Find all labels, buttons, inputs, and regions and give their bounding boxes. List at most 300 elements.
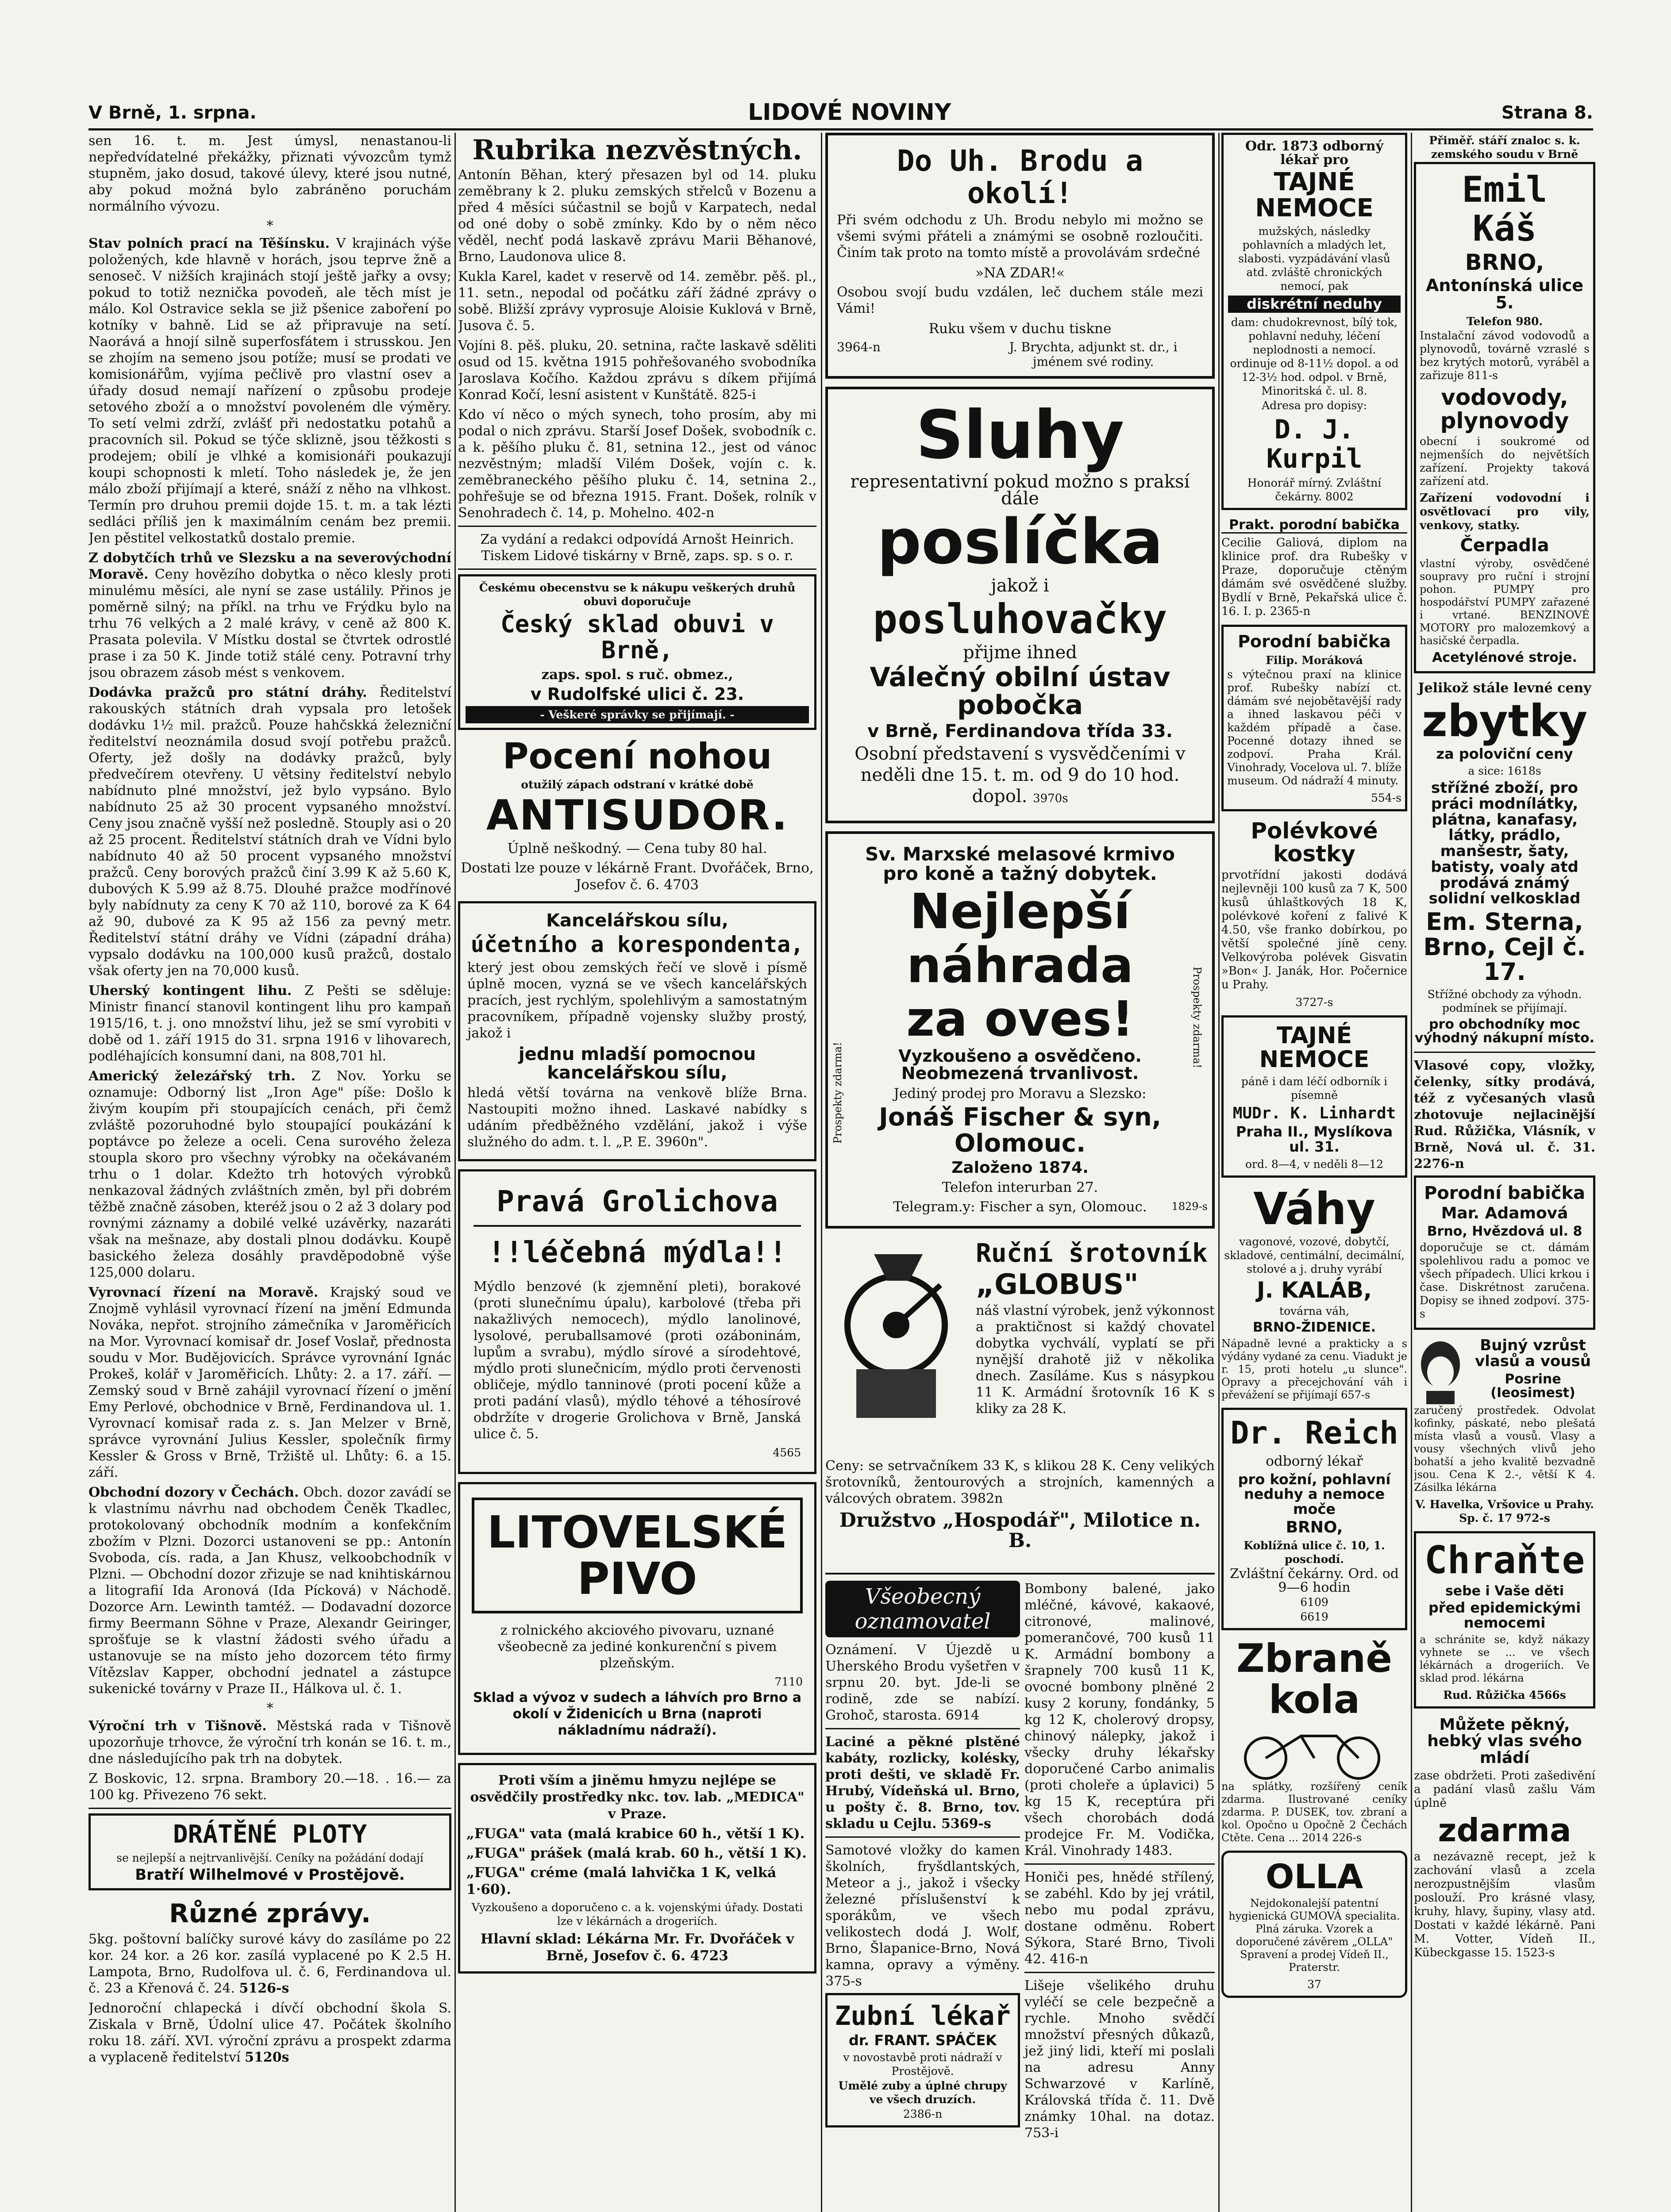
ad-title: Bujný vzrůst vlasů a vousů — [1475, 1336, 1591, 1370]
ad-number: 3964-n — [837, 340, 881, 355]
ad-ruku: Ruku všem v duchu tiskne — [928, 321, 1112, 337]
divider — [89, 1808, 451, 1809]
ad-note: Umělé zuby a úplné chrupy ve všech druzích. — [838, 2079, 1007, 2106]
ad-name: J. KALÁB, — [1256, 1277, 1372, 1303]
separator-star: * — [266, 1701, 273, 1716]
ad-claim: Vyzkoušeno a osvědčeno. Neobmezená trvanlivost. — [898, 1046, 1142, 1083]
ad-number: 2386-n — [903, 2108, 943, 2121]
ad-body: který jest obou zemských řečí ve slově i písmě úplně mocen, vyzná se ve všech kancelářských pracích, jest rychlým, spolehlivým a samostatným pracovníkem, případně vojensky služby prostý, jakož i — [467, 960, 807, 1041]
ad-number: 37 — [1307, 1978, 1321, 1991]
ad-number: 4566s — [1529, 1688, 1566, 1701]
article-title: Výroční trh v Tišnově. — [89, 1718, 267, 1734]
classified — [825, 1642, 1020, 1724]
ad-name: D. J. Kurpil — [1266, 414, 1363, 475]
ad-where — [458, 860, 816, 893]
article-text: Ceny hovězího dobytka o něco klesly proti minulému měsíci, ale nyní se zase ustálily. Přinos je poměrně silný; na příkl. na trhu ve Frýdku bylo na trhu 76 velkých a 2 malé krávy, v ceně až 800 K. Prasata polevila. V Místku dostal se čtvrtek odrostlé prase i za 50 K. Jinde totiž stálé ceny. Potravní trhy jsou obrazem zásob mést s venkovem. — [89, 567, 451, 680]
ad-sub: otužilý zápach odstraní v krátké době — [521, 778, 754, 791]
ad-name: Posrine (Ieosimest) — [1490, 1371, 1575, 1401]
ad-top: Jelikož stále levné ceny — [1418, 680, 1591, 696]
ad-number: 6109 — [1300, 1596, 1328, 1609]
column-4 — [1221, 133, 1407, 2212]
ad-title: zbytky — [1421, 695, 1588, 747]
section-rubrika-nezvestnych: Rubrika nezvěstných. — [472, 134, 802, 166]
ad-top: Kancelářskou sílu, — [546, 910, 728, 931]
classified-text: Samotové vložky do kamen školních, fryšdlantských, Meteor a j., jakož i všecky železné příslušenství k sporákům, ve všech velikostech dodá J. Wolf, Brno, Šlapanice-Brno, Nová kamna, opravy a výměny. — [825, 1842, 1020, 1973]
ad-tel: Telefon 980. — [1466, 315, 1543, 328]
ad-olla — [1221, 1851, 1407, 1998]
ad-body: zaručený prostředek. Odvolat kofinky, páskaté, nebo plešatá místa vlasů a vousů. Vlasy a vousy všechných vlivů jeho bohatší a jeho kvalitě bezvadně jsou. Cena K 2.-, větší K 4. Zásilka lékárna — [1414, 1404, 1595, 1494]
masthead: LIDOVÉ NOVINY — [748, 99, 951, 126]
ad-sub: továrna váh, — [1279, 1305, 1350, 1318]
ad-bujny-vzrust — [1414, 1338, 1595, 1525]
ad-nazdar: »NA ZDAR!« — [975, 265, 1065, 281]
page-number: Strana 8. — [1501, 103, 1593, 123]
ad-small: Přiměř. stáří znaloc s. k. zemského soudu v Brně — [1429, 134, 1580, 161]
ad-city: Brno, Hvězdová ul. 8 — [1427, 1223, 1582, 1239]
ad-sluhy-poslicka — [825, 387, 1215, 823]
article-text: Obch. dozor zavádí se k vlastnímu návrhu nad obchodem Čeněk Tkadlec, protokolovaný obchodník modním a konfekčním zbožím v Plzni. Dozorci ustanoveni se pp.: Antonín Svoboda, cís. rada, a Jan Khusz, velkoobchodník v Plzni. — Obchodní dozor zřizuje se nad knihtiskárnou a litografií Ida Aronová (Ida Pícková) v Náchodě. Dozorce Arn. Lewinth tamtéž. — Dodavadní dozorce firmy Beermann Söhne v Praze, Alexandr Geiringer, sprošťuje se k vlastní žádosti svého úřadu a ustanovuje se na místo jeho dozorcem této firmy Vítězslav Kapper, obchodní jednatel a zástupce sukenické továrny v Praze II., Hálkova ul. č. 1. — [89, 1485, 451, 1697]
ad-porodni-babicka-galiova — [1221, 518, 1407, 618]
ad-body: pro kožní, pohlavní neduhy a nemoce moče — [1238, 1471, 1391, 1517]
ad-item: „FUGA" créme (malá lahvička 1 K, velká 1·60). — [466, 1864, 777, 1897]
ad-body — [1221, 1780, 1407, 1844]
ad-number: 4723 — [690, 1947, 728, 1964]
classified — [825, 1842, 1020, 1989]
ad-number: 972-s — [1516, 1512, 1550, 1525]
ad-text-body: a sice: — [1468, 764, 1504, 778]
ad-body: náš vlastní výrobek, jenž výkonnost a praktičnost si každý chovatel dobytka vychválí, vyplatí se při nynější drahotě již v několika dnech. Zasíláme. Kus s násypkou 11 K. Armádní šrotovník 16 K s kliky za 28 K. — [976, 1302, 1215, 1417]
ad-wait: Zvláštní čekárny. Ord. od 9—6 hodin — [1230, 1566, 1399, 1596]
article-title: Americký železářský trh. — [89, 1068, 296, 1084]
article-text: Ředitelství rakouských státních drah vypsala pro letošek dodávku 1½ mil. pražců. Pouze hahčskká železniční ředitelství neoznámila dosud svojí potřebu pražců. Oferty, jež došly na dodávky pražců, byly předvečírem otevřeny. U větsiny ředitelství nebylo nabídnuto plné množství, jež bylo vypsáno. Bylo nabídnuto 25 až 30 procent vypsaného množství. Ceny jsou značně vyšší než posledně. Stouply asi o 20 až 25 procent. Ředitelství státních drah ve Vídni bylo nabídnuto 40 až 50 procent vypsaného množství pražců. Ceny borových pražců činí 3.99 K až 5.60 K, dubových K 5.99 až 8.75. Dlouhé pražce modřínové byly nabídnuty za ceny K 70 až 110, borové za K 64 až 90, dubové za K 95 až 156 za pevný metr. Ředitelství státní dráhy ve Vídni (západní dráha) vypsalo dodávku na 100,000 kusů pražců, dostalo však oferty jen na 70,000 kusů. — [89, 685, 451, 979]
ad-body-text: Vlasové copy, vložky, čelenky, sítky prodává, též z vyčesaných vlasů zhotovuje nejlacinější Rud. Růžička, Vlásník, v Brně, Nová ul. č. 31. — [1414, 1057, 1595, 1155]
ad-sub: zaps. spol. s ruč. obmez., — [541, 666, 733, 683]
ad-number: 4565 — [773, 1446, 801, 1459]
ad-acet: Acetylénové stroje. — [1432, 650, 1577, 666]
ad-title: poslíčka — [877, 506, 1163, 578]
ad-text — [836, 743, 1204, 809]
ad-sub2: před epidemickými nemocemi — [1428, 1599, 1581, 1631]
ad-zubni-lekar — [825, 1993, 1020, 2128]
article-title: Dodávka pražců pro státní dráhy. — [89, 685, 367, 700]
classified — [1024, 1869, 1215, 1967]
ad-number: 2365-n — [1270, 604, 1311, 618]
ad-text: se nejlepší a nejtrvanlivější. Ceníky na požádání dodají — [116, 1851, 424, 1864]
ad-telegram: Telegram.y: Fischer a syn, Olomouc. — [893, 1198, 1147, 1215]
article-text: Z Pešti se sděluje: Ministr financí stanovil kontingent lihu pro kampaň 1915/16, t. j. ono množství lihu, jež se smí vyrobiti v době od 1. září 1915 do 31. srpna 1916 v lihovarech, podléhajících konsumní dani, na 808,701 hl. — [89, 983, 451, 1064]
ad-price-block — [825, 1458, 1215, 1554]
missing-person — [458, 407, 816, 521]
ad-title: Polévkové kostky — [1251, 818, 1378, 867]
ad-mid: Vyzkoušeno a doporučeno c. a k. vojenskými úřady. Dostati lze v lékárnách a drogeriích. — [471, 1901, 803, 1928]
ad-number: 3727-s — [1295, 995, 1333, 1009]
ad-body: dam: chudokrevnost, bílý tok, pohlavní neduhy, léčení neplodnosti a nemocí. ordinuje od 8-11½ dopol. a od 12-3½ hod. odpol. v Brně, Minoritská č. ul. 8. — [1230, 316, 1399, 398]
ad-vlasy-zdarma — [1414, 1717, 1595, 1960]
article-trhy — [89, 550, 451, 681]
ad-body-text: Cecilie Galiová, diplom na klinice prof. dra Rubešky v Praze, doporučuje ctěným dámám své osvědčené služby. Bydlí v Brně, Pekařská ulice č. 16. I. p. — [1221, 536, 1407, 618]
article-intro: sen 16. t. m. Jest úmysl, nenastanou-li nepředvídatelné překážky, přiznati vývozcům tymž stupněm, jako dosud, takové úlevy, které jsou nutné, aby pokud možná bylo zabráněno poruchám normálního vývozu. — [89, 133, 451, 214]
ad-item: „FUGA" vata (malá krabice 60 h., větší 1 K). — [466, 1825, 805, 1842]
ad-number: 811-s — [1467, 369, 1498, 382]
ad-body: z rolnického akciového pivovaru, uznané všeobecně za jediné konkurenční s pivem plzeňským. — [497, 1622, 777, 1671]
divider — [1024, 1863, 1215, 1865]
ad-number: 7110 — [774, 1675, 803, 1688]
ad-body-text: Nápadně levné a prakticky a s výdány vydané za cenu. Viadukt je r. 15, proti hotelu „u slunce". Opravy a přecejchování váh i převážení se přijímají — [1221, 1337, 1407, 1401]
ad-text: jakož i — [991, 575, 1049, 596]
ad-name-text: Rud. Růžička — [1443, 1688, 1525, 1701]
ad-top: Sv. Marxské melasové krmivo pro koně a tažný dobytek. — [865, 843, 1175, 884]
ad-signature: J. Brychta, adjunkt st. dr., i jménem své rodiny. — [1009, 340, 1178, 369]
ad-title: Pocení nohou — [502, 735, 772, 777]
divider — [1024, 1972, 1215, 1973]
ad-firm: Válečný obilní ústav pobočka — [870, 661, 1170, 721]
ad-mid: jednu mladší pomocnou kancelářskou sílu, — [518, 1044, 756, 1083]
classified-text: Lišeje všelikého druhu vyléčí se cele bezpečně a rychle. Mnoho svědčí množství přesných důkazů, jež jiný lidi, kteří mi poslali na adresu Anny Schwarzové v Karlíně, Královská třída č. 11. Dvě známky 10hal. na dotaz. — [1024, 1978, 1215, 2124]
ad-title: TAJNÉ NEMOCE — [1255, 168, 1374, 223]
missing-text: Vojíni 8. pěš. pluku, 20. setnina, račte laskavě sděliti osud od 15. května 1915 pohřešovaného svobodníka Jaroslava Kočího. Každou zprávu s díkem přijímá Konrad Kočí, lesní asistent v Kunštátě. — [458, 338, 816, 403]
column-3 — [825, 133, 1215, 2212]
ad-foot: Sklad a vývoz v sudech a láhvích pro Brno a okolí v Židenicích u Brna (naproti nákladnímu nádraží). — [473, 1690, 802, 1738]
ad-sub: za poloviční ceny — [1436, 745, 1573, 762]
ad-foot: hledá větší továrna na venkově blíže Brna. Nastoupiti možno ihned. Laskavé nabídky s udáním předběžného vzdělání, jakož i výše služného do adm. t. l. „P. E. 3960n". — [467, 1085, 807, 1150]
ad-firm: Jonáš Fischer & syn, Olomouc. — [878, 1103, 1162, 1158]
divider — [458, 526, 816, 527]
classified — [89, 2000, 451, 2066]
classified-number: 416-n — [1050, 1951, 1088, 1967]
classified-text: 5kg. poštovní balíčky surové kávy do zasíláme po 22 kor. 24 kor. a 26 kor. zasílá vyplacené po K 2.5 H. Lampota, Brno, Rudolfova ul. č. 6, Ferdinandova ul. č. 23 a Křenová č. 24. — [89, 1932, 451, 1997]
ad-body2: Osobou svojí budu vzdálen, leč duchem stále mezi Vámi! — [837, 284, 1203, 317]
ad-title: Zubní lékař — [835, 2000, 1011, 2032]
ad-body — [1420, 1241, 1590, 1321]
ad-top: Odr. 1873 odborný lékař pro — [1245, 138, 1383, 168]
ad-title: Do Uh. Brodu a okolí! — [897, 144, 1144, 210]
article-tisnov — [89, 1718, 451, 1767]
ad-title: Ruční šrotovník — [976, 1237, 1208, 1268]
ad-number: 2014 — [1301, 1831, 1329, 1844]
ad-number: 1523-s — [1516, 1946, 1555, 1959]
ad-text-body: Osobní představení s vysvědčeními v neděli dne 15. t. m. od 9 do 10 hod. dopol. — [855, 743, 1186, 806]
ad-body — [1221, 1337, 1407, 1402]
classified-number: 5120s — [245, 2050, 289, 2066]
article-title: Vyrovnací řízení na Moravě. — [89, 1285, 319, 1300]
ad-number: 8002 — [1325, 490, 1354, 503]
article-title: Stav polních prací na Těšínsku. — [89, 236, 330, 251]
ad-title: Porodní babička — [1424, 1183, 1586, 1203]
missing-text: Kdo ví něco o mých synech, toho prosím, aby mi podal o nich zprávu. Starší Josef Došek, svobodník c. a k. pěšího pluku č. 81, setnina 12., jest od vánoc nezvěstným; mladší Vilém Došek, vojín c. k. zeměbraneckého pěšího pluku č. 14, setnina 2., pohřešuje se od března 1915. Frant. Došek, rolník v Senohradech č. 14, p. Mohelno. — [458, 407, 816, 521]
ad-sub: v novostavbě proti nádraží v Prostějově. — [843, 2051, 1002, 2078]
ad-firm: Bratří Wilhelmové v Prostějově. — [135, 1866, 405, 1884]
ad-name2 — [1414, 1498, 1595, 1525]
ad-number: 3970s — [1033, 791, 1068, 805]
classified-text: Laciné a pěkné plstěné kabáty, rozlicky, kolésky, proti dešti, ve skladě Fr. Hrubý, Vídeňská ul. Brno, u pošty č. 8. Brno, tov. skladu u Cejlu. — [825, 1734, 1020, 1832]
ad-body: Při svém odchodu z Uh. Brodu nebylo mi možno se všemi svými přáteli a známými se osobně rozloučiti. Činím tak proto na tomto místě a provolávám srdečné — [837, 212, 1203, 261]
ad-address: Antonínská ulice 5. — [1425, 275, 1584, 313]
missing-person — [458, 338, 816, 403]
ad-product: ANTISUDOR. — [486, 791, 789, 840]
ad-emil-kas — [1414, 162, 1595, 673]
article-vyrovnani — [89, 1284, 451, 1481]
ad-number: 554-s — [1371, 791, 1401, 804]
ad-litovelske-pivo — [458, 1482, 816, 1755]
missing-number: 402-n — [676, 505, 715, 521]
ad-dr-reich — [1221, 1408, 1407, 1631]
ad-name — [1420, 1688, 1590, 1702]
article-text: V krajinách výše položených, kde hlavně v horách, jsou teprve žně a senoseč. V nižších krajinách stojí ještě jařky a ovsy; pokud to totiž neznička povodeň, ale těch míst je málo. Kol Ostravice sekla se již pšenice zaboření po kotníky v bahně. Lid se až připravuje na setí. Naorává a hnojí silně superfosfátem i strusskou. Jen se zhojím na semeno jsou potíže; musí se prodati ve komisionářům, vyjíma pečlivě pro vlastní osev a úřady dosud nemají nařízení o způsobu prodeje setového zboží a o množství povoleném dle výměry. To setí velmi zdrží, zvlášť při nedostatku potahů a pracovních sil. Pokud se týče sklizně, jsou těžkosti s prodejem; obilí je vlhké a komisionáři poukazují koupi schopnosti k mletí. Toho následek je, že jen málo zboží přijímají a které, snáží z něho na vlhkost. Termín pro druhou premii dojde 15. t. m. a tak lézti sedláci příliš jen k maximálním cenám bez premii. Jen pěstitel velkostatků dostalo premie. — [89, 236, 451, 546]
ad-name: dr. FRANT. SPÁČEK — [848, 2032, 997, 2049]
ad-number: 657-s — [1341, 1388, 1371, 1401]
ad-porodni-babicka-morakova — [1221, 625, 1407, 811]
ad-address: Praha II., Myslíkova ul. 31. — [1236, 1123, 1393, 1155]
ad-foot-text: Honorář mírný. Zvláštní čekárny. — [1247, 476, 1382, 503]
ad-number: 226-s — [1332, 1831, 1362, 1844]
ad-body: vagonové, vozové, dobytčí, skladové, centimální, decimální, stolové a j. druhy vyrábí — [1224, 1235, 1405, 1275]
article-lih — [89, 983, 451, 1064]
ad-body: střížné zboží, pro práci modnílátky, plátna, kanafasy, látky, prádlo, manšestr, šaty, batisty, voaly atd prodává známý solidní velkosklad — [1428, 779, 1581, 908]
ad-title: Porodní babička — [1238, 631, 1391, 651]
ad-text: přijme ihned — [963, 642, 1077, 663]
ad-title: Zbraně kola — [1236, 1636, 1392, 1722]
divider — [825, 1836, 1020, 1838]
classified — [89, 1931, 451, 1997]
ad-address: BRNO-ŽIDENICE. — [1252, 1320, 1376, 1336]
header-date: V Brně, 1. srpna. — [89, 103, 257, 123]
article-title: Obchodní dozory v Čechách. — [89, 1485, 299, 1500]
ad-name2-text: V. Havelka, Vršovice u Prahy. Sp. č. 17 — [1415, 1498, 1594, 1525]
ad-pump: Čerpadla — [1460, 535, 1549, 556]
article-text: Krajský soud ve Znojmě vyhlásil vyrovnací řízení na jmění Edmunda Nováka, nepřot. strojního zámečníka v Jaroměřicích na Mor. Vyrovnací komisař dr. Josef Voslař, přednosta soudu v Mor. Budějovicích. Správce vyrovnání Ignác Prokeš, kolář v Jaroměřicích. Lhůty: 2. a 17. září. — Zemský soud v Brně zahájil vyrovnací řízení o jmění Emy Perlové, obchodnice v Brně, Ferdinandova ul. 1. Vyrovnací komisař rada z. s. Jan Melzer v Brně, správce vyrovnání Julius Kessler, společník firmy Kessler & Gross v Brně, Tržiště ul. Lhůty: 6. a 15. září. — [89, 1285, 451, 1480]
column-5 — [1414, 133, 1595, 2212]
ad-number: 3982n — [960, 1490, 1003, 1506]
face-illustration — [1414, 1338, 1467, 1404]
ad-address: v Rudolfské ulici č. 23. — [530, 684, 744, 704]
ad-title: účetního a korespondenta, — [470, 932, 804, 958]
ad-body — [1414, 1850, 1595, 1960]
ad-firm: Družstvo „Hospodář", Milotice n. B. — [839, 1509, 1201, 1552]
divider — [1414, 1052, 1595, 1053]
ad-drateny-ploty — [89, 1813, 451, 1890]
column-1 — [89, 133, 451, 2212]
missing-person: Antonín Běhan, který přesazen byl od 14. pluku zeměbrany k 2. pluku zemských střelců v Bozenu a před 4 měsíci súčastnil se bojů v Karpatech, nedal od oné doby o sobě zmínky. Kdo by o něm něco věděl, nechť podá laskavě zprávu Marii Běhanové, Brno, Laudonova ulice 8. — [458, 167, 816, 265]
ad-foot — [1228, 476, 1401, 503]
ad-name: Filip. Moráková — [1266, 653, 1363, 667]
column-rule — [821, 133, 822, 2212]
ad-body — [1221, 536, 1407, 618]
ad-tel: Telefon interurban 27. — [942, 1179, 1098, 1195]
ad-title: Český sklad obuvi v Brně, — [501, 610, 774, 664]
ad-chrante — [1414, 1531, 1595, 1708]
ad-number: 1618s — [1507, 764, 1541, 778]
ad-big: zdarma — [1438, 1811, 1571, 1849]
missing-number: 825-i — [722, 387, 756, 403]
article-title: Z dobytčích trhů ve Slezsku a na severovýchodní Moravě. — [89, 550, 451, 582]
classifieds-right — [1024, 1581, 1215, 2145]
classified-number: 5369-s — [941, 1816, 991, 1832]
column-rule — [1411, 133, 1412, 2212]
ad-title: za oves! — [906, 991, 1134, 1048]
ad-tajne-nemoce-kurpil — [1221, 133, 1407, 510]
ad-signature-row — [837, 340, 1203, 369]
ad-body-text: a nezávazně recept, jež k zachování vlasů a zcela nerozpustnějším vlasům poslouží. Pro krásné vlasy, kruhy, hlavy, šupiny, vlasy atd. Dostati v každé lékárně. Pani M. Votter, Vídeň II., Kübeckgasse 15. — [1414, 1850, 1595, 1959]
ad-title: Chraňte — [1424, 1538, 1585, 1583]
classified — [825, 1734, 1020, 1832]
ad-top: Českému obecenstvu se k nákupu veškerých druhů obuvi doporučuje — [479, 581, 796, 608]
classifieds-block — [825, 1581, 1215, 2145]
ad-number: 1829-s — [1171, 1200, 1208, 1213]
ad-vlasove-copy — [1414, 1057, 1595, 1172]
article-tesinsko — [89, 235, 451, 546]
article-zelezo — [89, 1068, 451, 1281]
ad-price-text: Ceny: se setrvačníkem 33 K, s klikou 28 K. Ceny velikých šrotovníků, žentourových a strojních, kamenných a válcových obratem. — [825, 1458, 1215, 1506]
ad-number: 375-s — [1420, 1294, 1590, 1321]
divider — [458, 568, 816, 570]
bicycle-illustration — [1226, 1723, 1403, 1780]
ad-adr: Adresa pro dopisy: — [1262, 399, 1367, 412]
ad-text: Jediný prodej pro Moravu a Slezsko: — [893, 1086, 1147, 1102]
article-title: Uherský kontingent lihu. — [89, 983, 292, 998]
ad-sub: !!léčebná mýdla!! — [488, 1235, 787, 1270]
ad-body: páně i dam léčí odborník i písemně — [1241, 1075, 1388, 1102]
ad-grolichova-mydla — [458, 1169, 816, 1474]
ad-sub: odborný lékař — [1266, 1453, 1363, 1469]
ad-title: DRÁTĚNÉ PLOTY — [173, 1820, 367, 1849]
ad-item: „FUGA" prášek (malá krab. 60 h., větší 1 K). — [466, 1845, 807, 1861]
ad-founded: Založeno 1874. — [951, 1158, 1089, 1177]
article-prazce — [89, 684, 451, 979]
ad-title: LITOVELSKÉ PIVO — [472, 1498, 803, 1613]
ad-rucni-srotovnik-globus — [825, 1237, 1215, 1575]
ad-text: representativní pokud možno s praksí dále — [850, 471, 1190, 509]
ad-name: MUDr. K. Linhardt — [1232, 1104, 1396, 1122]
ad-body: prvotřídní jakosti dodává nejlevněji 100 kusů za 7 K, 500 kusů úhlaštkových 18 K, polévkové koření z falivé K 4.50, vše franko dobírkou, po větší společné jíně ceny. Velkovýroba polévek Gisvatin »Bon« J. Janák, Hor. Počernice u Prahy. — [1221, 868, 1407, 991]
ad-city: BRNO, — [1286, 1518, 1343, 1537]
grinder-illustration — [830, 1245, 971, 1431]
ad-porodni-babicka-adamova — [1414, 1175, 1595, 1330]
ad-number: 4703 — [664, 877, 699, 893]
ad-body: a schránite se, když nákazy vyhnete se ... ve všech lékárnách a drogeriích. Ve sklad prod. lékárna — [1420, 1633, 1590, 1684]
ad-body-text: na splátky, rozšířený ceník zdarma. Ilustrované ceníky zdarma. P. DUSEK, tov. zbraní a kol. Opočno u Opočně 2 Čechách Ctěte. Cena ... — [1221, 1780, 1407, 1844]
ad-product: „GLOBUS" — [976, 1268, 1139, 1301]
ad-foot: pro obchodníky moc výhodný nákupní místo. — [1414, 1016, 1595, 1046]
ad-body: Zařízení vodovodní i osvětlovací pro vily, venkovy, statky. — [1420, 492, 1590, 533]
ad-body-text: doporučuje se ct. dámám spolehlivou radu a pomoc ve všech případech. Ulici krkou i čase. Diskrétnost zaručena. Dopisy se ihned zodpoví. — [1420, 1241, 1590, 1307]
classified-text: Honiči pes, hnědé střílený, se zabéhl. Kdo by jej vrátil, nebo mu podal zprávu, dostane odměnu. Robert Sýkora, Staré Brno, Tivoli 42. — [1024, 1869, 1215, 1967]
article-boskovice: Z Boskovic, 12. srpna. Brambory 20.—18. . 16.— za 100 kg. Přivezeno 76 sekt. — [89, 1771, 451, 1803]
ad-title: TAJNÉ NEMOCE — [1259, 1022, 1370, 1073]
ad-big: vodovody, plynovody — [1440, 384, 1569, 434]
ad-text-block — [976, 1237, 1215, 1421]
article-text: Městská rada v Tišnově upozorňuje trhovce, že výroční trh konán se 16. t. m., dne následujícího pak trh na dobytek. — [89, 1718, 451, 1767]
ad-title: Nejlepší — [909, 883, 1131, 940]
ad-name: Mar. Adamová — [1441, 1204, 1568, 1222]
section-ruzne-zpravy: Různé zprávy. — [169, 1898, 371, 1929]
ad-top: Proti vším a jiněmu hmyzu nejlépe se osvědčily prostředky nkc. tov. lab. „MEDICA" v Praze. — [470, 1772, 805, 1822]
article-text: Z Nov. Yorku se oznamuje: Odborný list „Iron Age" píše: Došlo k živým koupím při stoupajících cenách, při čemž zvláště pozoruhodné bylo stoupající poukázání k poptávce po železe a oceli. Cena surového železa stoupla skoro pro všechny výrobky na očekávaném trhu o 1 dolar. Kdežto trh hotových výrobků nenkazoval žádných zvláštních změn, byl při dobrém těžbě značně zásoben, kteréž jsou o 2 až 3 dolary pod rovnými záznamy a dobilé velké uzávěrky, nazaráti však na mešnaze, aby dostali plnou dodávku. Koupě basického železa dosáhly pravděpodobně výše 125,000 dolaru. — [89, 1068, 451, 1280]
ad-title: Pravá Grolichova — [474, 1186, 801, 1227]
ad-nejlepsi-nahrada-za-oves — [825, 831, 1215, 1229]
divider — [825, 1728, 1020, 1729]
ad-body: zase obdržeti. Proti zašedivění a padání vlasů zašlu Vám úplně — [1414, 1769, 1595, 1810]
ad-body: Střížné obchody za výhodn. podmínek se přijímají. — [1427, 987, 1582, 1014]
ad-title: posluhovačky — [873, 595, 1167, 643]
ad-body: vlastní výroby, osvědčené soupravy pro ruční i strojní pohon. PUMPY pro hospodářství PUMPY zařazené i vrtané. BENZINOVÉ MOTORY pro malozemkový a hasičské čerpadla. — [1420, 557, 1590, 647]
ad-firm: Em. Sterna, Brno, Cejl č. 17. — [1423, 907, 1586, 986]
ad-hours: ord. 8—4, v neděli 8—12 — [1245, 1157, 1384, 1171]
ad-tajne-nemoce-linhardt — [1221, 1015, 1407, 1178]
ad-body: Nejdokonalejší patentní hygienická GUMOVÁ specialita. Plná záruka. Vzorek a doporučené závěrem „OLLA" Spravení a prodej Vídeň II., Praterstr. — [1228, 1897, 1400, 1974]
classified-text: Jednoroční chlapecká i dívčí obchodní škola S. Ziskala v Brně, Údolní ulice 47. Počátek školního roku 18. září. XVI. výroční zprávu a prospekt zdarma a vyplaceně ředitelství — [89, 2001, 451, 2066]
ad-title: náhrada — [906, 937, 1134, 994]
article-dozory — [89, 1484, 451, 1697]
ad-title: Dr. Reich — [1230, 1414, 1398, 1451]
ad-price — [825, 1458, 1215, 1507]
page-header — [89, 97, 1593, 131]
ad-cesky-sklad-obuvi — [458, 574, 816, 730]
ad-title: Prakt. porodní babička — [1221, 518, 1407, 534]
ad-where-text: Dostati lze pouze v lékárně Frant. Dvořáček, Brno, Josefov č. 6. — [461, 860, 814, 893]
ad-body: mužských, následky pohlavních a mladých let, slabosti. vyzpádávání vlasů atd. zvláště chronických nemocí, pak — [1238, 224, 1390, 292]
ad-zbrane-kola — [1221, 1638, 1407, 1844]
ad-polevkove-kostky — [1221, 819, 1407, 1009]
classifieds-left — [825, 1581, 1020, 2145]
ad-kancelarska-sila — [458, 901, 816, 1161]
classified — [1024, 1978, 1215, 2141]
ad-price: Úplně neškodný. — Cena tuby 80 hal. — [507, 841, 767, 857]
classified: Bombony balené, jako mléčné, kávové, kakaové, citronové, malinové, pomerančové, 700 kusů 11 K. Armádní bombony a šrapnely 700 kusů 11 K, ovocné bombony plněné 2 kusy 2 koruny, fondánky, 5 kg 12 K, cholerový dropsy, chinový nálepky, jakož i všecky druhy lékařsky doporučené Carbo animalis (proti choleře a úplavici) 5 kg 15 K, receptúra při všech chorobách dodá prodejce Fr. M. Vodička, Král. Vinohrady 1483. — [1024, 1581, 1215, 1859]
ad-side-text: Prospekty zdarma! — [1191, 966, 1204, 1068]
ad-note: - Veškeré správky se přijímají. - — [466, 706, 809, 723]
ad-fuga — [458, 1763, 816, 1974]
ad-address: v Brně, Ferdinandova třída 33. — [867, 721, 1173, 741]
ad-body-text: Instalační závod vodovodů a plynovodů, továrně vzraslé s bez krytých motorů, vyráběl a zařizuje — [1420, 329, 1590, 382]
ad-sub: sebe i Vaše děti — [1445, 1583, 1564, 1599]
ad-number: 6619 — [1300, 1610, 1328, 1624]
ad-body — [1420, 329, 1590, 382]
ad-vahy-kalab — [1221, 1183, 1407, 1402]
ad-uh-brod — [825, 133, 1215, 379]
ad-body: Mýdlo benzové (k zjemnění pleti), borakové (proti slunečnímu úpalu), karbolové (třeba při nakažlivých nemocech), mýdlo lanolinové, lysolové, peruballsamové (proti ozáboninám, lupům a svrabu), mýdlo sírové a sírodehtové, mýdlo proti slunečnicím, mýdlo proti červenosti obličeje, mýdlo tanninové (proti pocení kůže a proti padání vlasů), mýdlo téhové a téhosírové obdržíte v drogerie Grolichova v Brně, Janská ulice č. 5. — [474, 1279, 801, 1442]
classified-number: 5126-s — [239, 1981, 289, 1997]
column-2 — [458, 133, 816, 2212]
classified-number: 6914 — [945, 1707, 980, 1723]
ad-foot-text: Hlavní sklad: Lékárna Mr. Fr. Dvořáček v Brně, Josefov č. 6. — [480, 1931, 794, 1964]
ad-title: Váhy — [1253, 1183, 1375, 1235]
ad-top: Můžete pěkný, hebký vlas svého mládí — [1427, 1715, 1582, 1767]
section-vseobecny-oznamovatel: Všeobecný oznamovatel — [825, 1581, 1020, 1637]
column-rule — [1218, 133, 1220, 2212]
ad-side-text: Prospekty zdarma! — [832, 1042, 844, 1144]
ad-title: Sluhy — [916, 397, 1124, 474]
ad-city: BRNO, — [1465, 250, 1544, 275]
ad-antisudor — [458, 735, 816, 894]
classified-number: 753-i — [1024, 2125, 1059, 2141]
ad-address: Koblížná ulice č. 10, 1. poschodí. — [1244, 1539, 1385, 1566]
missing-person: Kukla Karel, kadet v reservě od 14. zeměbr. pěš. pl., 11. setn., nepodal od počátku září žádné zprávy o sobě. Bližší zprávy vyprosuje Aloisie Kuklová v Brně, Jusova č. 5. — [458, 269, 816, 334]
ad-title: OLLA — [1265, 1856, 1363, 1896]
impressum: Za vydání a redakci odpovídá Arnošt Heinrich. Tiskem Lidové tiskárny v Brně, zaps. sp. s o. r. — [480, 532, 794, 564]
ad-foot — [466, 1931, 808, 1964]
ad-text — [1414, 764, 1595, 778]
ad-title: Emil Káš — [1462, 169, 1548, 249]
classified-text: Oznámení. V Újezdě u Uherského Brodu vyšetřen v srpnu 20. byt. Jde-li se rodině, zde se nabízí. Grohoč, starosta. — [825, 1642, 1020, 1723]
classified-number: 375-s — [825, 1973, 862, 1989]
separator-star: * — [266, 218, 273, 234]
ad-zbytky-sterna — [1414, 681, 1595, 1045]
ad-body: s výtečnou praxí na klinice prof. Rubešky nabízí ct. dámám své nejobětavější rady a ihned laskavou péči v každém případě a čase. Pocenné dotazy ihned se zodpoví. Praha Král. Vinohrady, Vocelova ul. 7. blíže museum. Od nádraží 4 minuty. — [1227, 668, 1401, 787]
ad-inverse: diskrétní neduhy — [1228, 296, 1401, 313]
ad-body: obecní i soukromé od nejmenších do největších zařízení. Projekty taková zařízení atd. — [1420, 435, 1590, 488]
ad-number: 2276-n — [1414, 1156, 1464, 1171]
column-rule — [454, 133, 456, 2212]
